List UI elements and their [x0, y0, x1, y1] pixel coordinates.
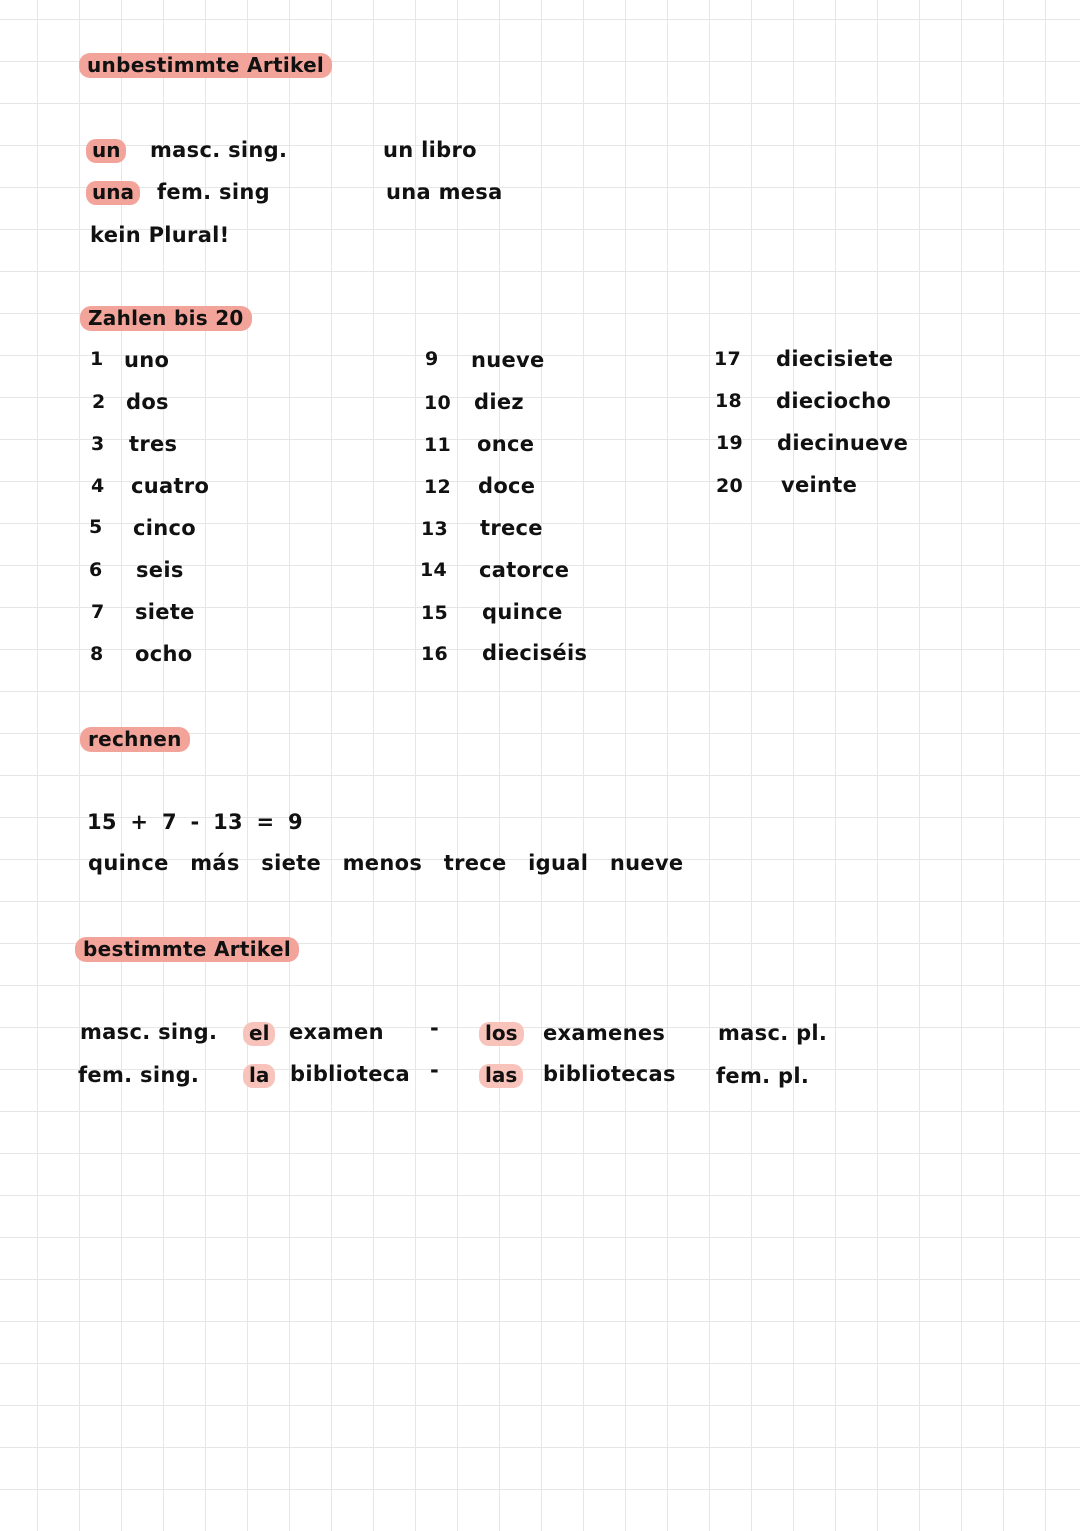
word-nueve: nueve [471, 348, 545, 372]
word-dieciseis: dieciséis [482, 641, 588, 665]
number-9: 9 [425, 348, 439, 370]
calc-words: quince más siete menos trece igual nueve [88, 851, 684, 875]
number-10: 10 [424, 392, 452, 414]
word-seis: seis [136, 558, 184, 582]
def-noun-bibliotecas: bibliotecas [543, 1062, 676, 1086]
word-once: once [477, 432, 535, 456]
note-kein-plural: kein Plural! [90, 223, 230, 247]
def-article-los: los [479, 1022, 524, 1046]
number-14: 14 [420, 559, 448, 581]
number-17: 17 [714, 348, 742, 370]
word-cuatro: cuatro [131, 474, 210, 498]
number-7: 7 [91, 601, 105, 623]
def-article-el: el [243, 1022, 275, 1046]
number-16: 16 [421, 643, 449, 665]
heading-indefinite-articles: unbestimmte Artikel [79, 53, 332, 78]
def-noun-biblioteca: biblioteca [290, 1062, 410, 1086]
heading-numbers: Zahlen bis 20 [80, 306, 252, 331]
number-19: 19 [716, 432, 744, 454]
heading-definite-articles: bestimmte Artikel [75, 937, 299, 962]
number-11: 11 [424, 434, 452, 456]
number-3: 3 [91, 433, 105, 455]
word-dos: dos [126, 390, 169, 414]
word-trece: trece [480, 516, 543, 540]
word-doce: doce [478, 474, 536, 498]
article-una: una [86, 181, 140, 205]
number-2: 2 [92, 391, 106, 413]
def-noun-examen: examen [289, 1020, 384, 1044]
heading-calculate: rechnen [80, 727, 190, 752]
number-15: 15 [421, 602, 449, 624]
example-un-libro: un libro [383, 138, 477, 162]
number-4: 4 [91, 475, 105, 497]
word-cinco: cinco [133, 516, 196, 540]
number-1: 1 [90, 348, 104, 370]
def-gender-masc-pl: masc. pl. [718, 1021, 828, 1045]
number-12: 12 [424, 476, 452, 498]
word-diecinueve: diecinueve [777, 431, 909, 455]
number-13: 13 [421, 518, 449, 540]
word-dieciocho: dieciocho [776, 389, 892, 413]
example-una-mesa: una mesa [386, 180, 503, 204]
number-6: 6 [89, 559, 103, 581]
article-un: un [86, 139, 126, 163]
word-diecisiete: diecisiete [776, 347, 894, 371]
gender-fem-sing: fem. sing [157, 180, 270, 204]
word-veinte: veinte [781, 473, 858, 497]
word-diez: diez [474, 390, 524, 414]
number-5: 5 [89, 516, 103, 538]
def-dash-2: - [430, 1058, 440, 1082]
def-gender-fem-pl: fem. pl. [716, 1064, 810, 1088]
def-article-la: la [243, 1064, 275, 1088]
def-gender-masc-sing: masc. sing. [80, 1020, 218, 1044]
def-gender-fem-sing: fem. sing. [78, 1063, 200, 1087]
def-dash-1: - [430, 1016, 440, 1040]
gender-masc-sing: masc. sing. [150, 138, 288, 162]
def-article-las: las [479, 1064, 523, 1088]
number-8: 8 [90, 643, 104, 665]
word-siete: siete [135, 600, 195, 624]
number-20: 20 [716, 475, 744, 497]
number-18: 18 [715, 390, 743, 412]
def-noun-examenes: examenes [543, 1021, 666, 1045]
word-uno: uno [124, 348, 170, 372]
calc-equation: 15 + 7 - 13 = 9 [87, 810, 303, 834]
word-ocho: ocho [135, 642, 193, 666]
word-tres: tres [129, 432, 178, 456]
word-quince: quince [482, 600, 563, 624]
word-catorce: catorce [479, 558, 570, 582]
